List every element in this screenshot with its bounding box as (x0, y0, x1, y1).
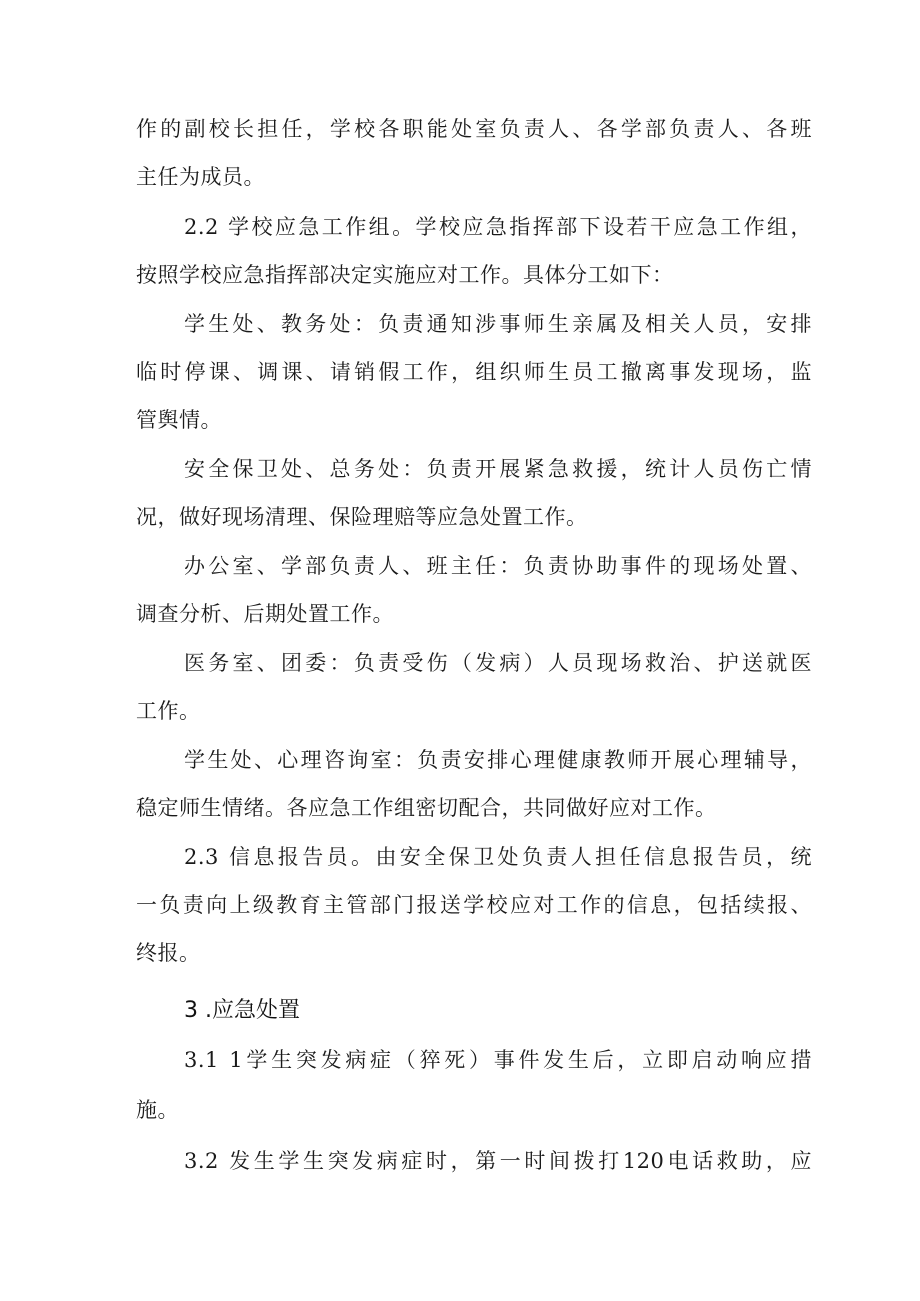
section-2-2-line: 2.2 学校应急工作组。学校应急指挥部下设若干应急工作组， (184, 215, 812, 239)
duty-student-affairs-line: 学生处、教务处：负责通知涉事师生亲属及相关人员，安排 (184, 312, 812, 336)
section-3-heading: 3 .应急处置 (184, 998, 300, 1023)
duty-counseling-line: 学生处、心理咨询室：负责安排心理健康教师开展心理辅导， (184, 748, 812, 772)
paragraph-line: 按照学校应急指挥部决定实施应对工作。具体分工如下： (136, 263, 674, 287)
section-2-3-line: 2.3 信息报告员。由安全保卫处负责人担任信息报告员，统 (184, 845, 812, 869)
duty-medical-line: 医务室、团委：负责受伤（发病）人员现场救治、护送就医 (184, 651, 812, 675)
paragraph-line: 调查分析、后期处置工作。 (136, 602, 394, 626)
paragraph-line: 况，做好现场清理、保险理赔等应急处置工作。 (136, 505, 588, 529)
duty-security-line: 安全保卫处、总务处：负责开展紧急救援，统计人员伤亡情 (184, 457, 812, 481)
paragraph-line: 主任为成员。 (136, 165, 265, 189)
paragraph-line: 管舆情。 (136, 408, 222, 432)
paragraph-line: 工作。 (136, 699, 201, 723)
paragraph-line: 稳定师生情绪。各应急工作组密切配合，共同做好应对工作。 (136, 796, 717, 820)
paragraph-line: 施。 (136, 1098, 179, 1122)
paragraph-line: 终报。 (136, 941, 201, 965)
section-3-2-line: 3.2 发生学生突发病症时，第一时间拨打120电话救助，应 (184, 1149, 812, 1173)
paragraph-line: 作的副校长担任，学校各职能处室负责人、各学部负责人、各班 (136, 117, 812, 141)
paragraph-line: 临时停课、调课、请销假工作，组织师生员工撤离事发现场，监 (136, 360, 812, 384)
section-3-1-line: 3.1 1学生突发病症（猝死）事件发生后，立即启动响应措 (184, 1048, 812, 1072)
duty-office-line: 办公室、学部负责人、班主任：负责协助事件的现场处置、 (184, 554, 812, 578)
paragraph-line: 一负责向上级教育主管部门报送学校应对工作的信息，包括续报、 (136, 893, 812, 917)
